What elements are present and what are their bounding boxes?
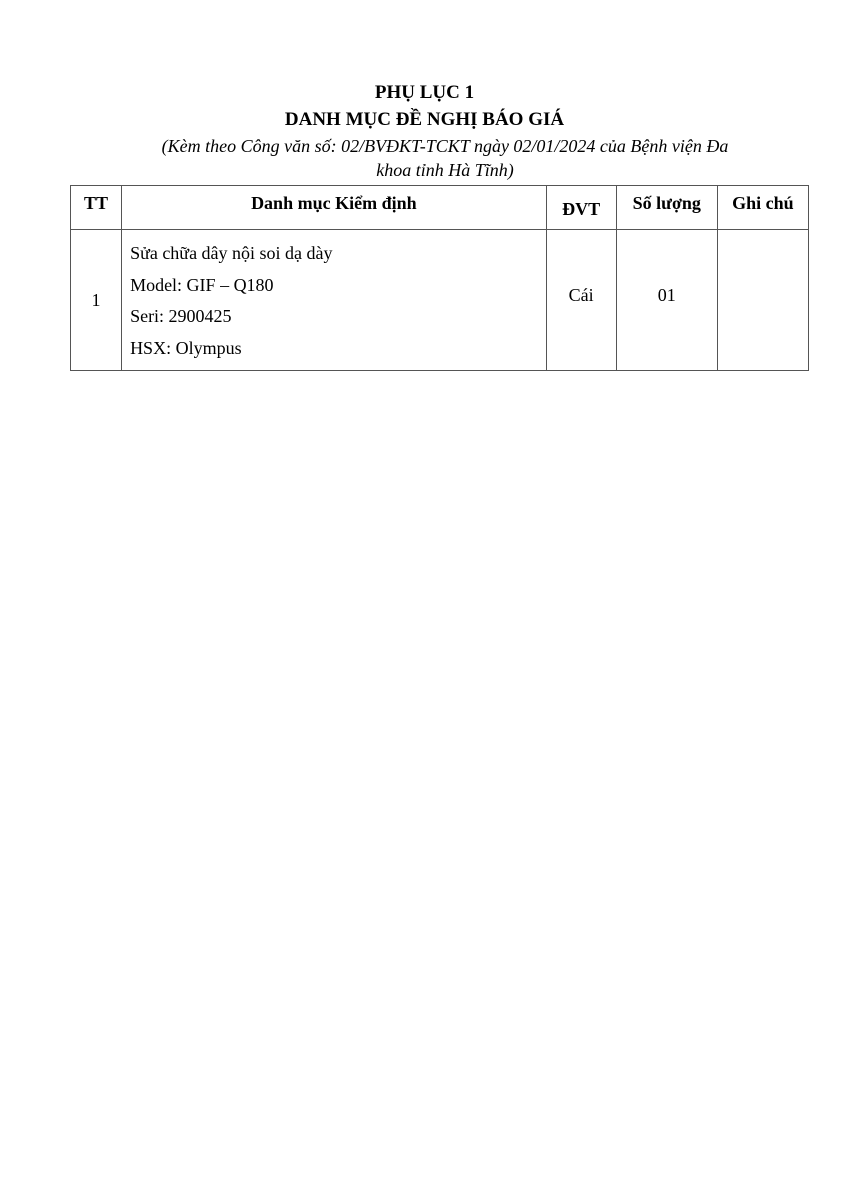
subtitle-line-1: (Kèm theo Công văn số: 02/BVĐKT-TCKT ngày 02/01/2024 của Bệnh viện Đa bbox=[161, 136, 729, 156]
row-note bbox=[717, 230, 808, 371]
row-unit: Cái bbox=[546, 230, 616, 371]
table-header-row bbox=[71, 186, 809, 230]
appendix-title: PHỤ LỤC 1 bbox=[374, 82, 475, 103]
row-tt: 1 bbox=[71, 230, 122, 371]
document-subtitle bbox=[100, 134, 790, 182]
row-name-line: Model: GIF – Q180 bbox=[130, 274, 274, 295]
row-quantity: 01 bbox=[616, 230, 717, 371]
header-tt: TT bbox=[71, 186, 122, 230]
header-quantity: Số lượng bbox=[616, 186, 717, 230]
row-name-line: Sửa chữa dây nội soi dạ dày bbox=[130, 243, 333, 263]
header-note: Ghi chú bbox=[717, 186, 808, 230]
quotation-table bbox=[70, 185, 809, 371]
subtitle-line-2: khoa tỉnh Hà Tĩnh) bbox=[376, 160, 514, 180]
header-unit: ĐVT bbox=[546, 186, 616, 230]
header-name: Danh mục Kiểm định bbox=[122, 186, 547, 230]
list-title: DANH MỤC ĐỀ NGHỊ BÁO GIÁ bbox=[284, 109, 565, 130]
row-name-line: Seri: 2900425 bbox=[130, 306, 232, 326]
row-name-line: HSX: Olympus bbox=[130, 337, 242, 358]
row-name bbox=[122, 230, 547, 371]
table-row bbox=[71, 230, 809, 371]
